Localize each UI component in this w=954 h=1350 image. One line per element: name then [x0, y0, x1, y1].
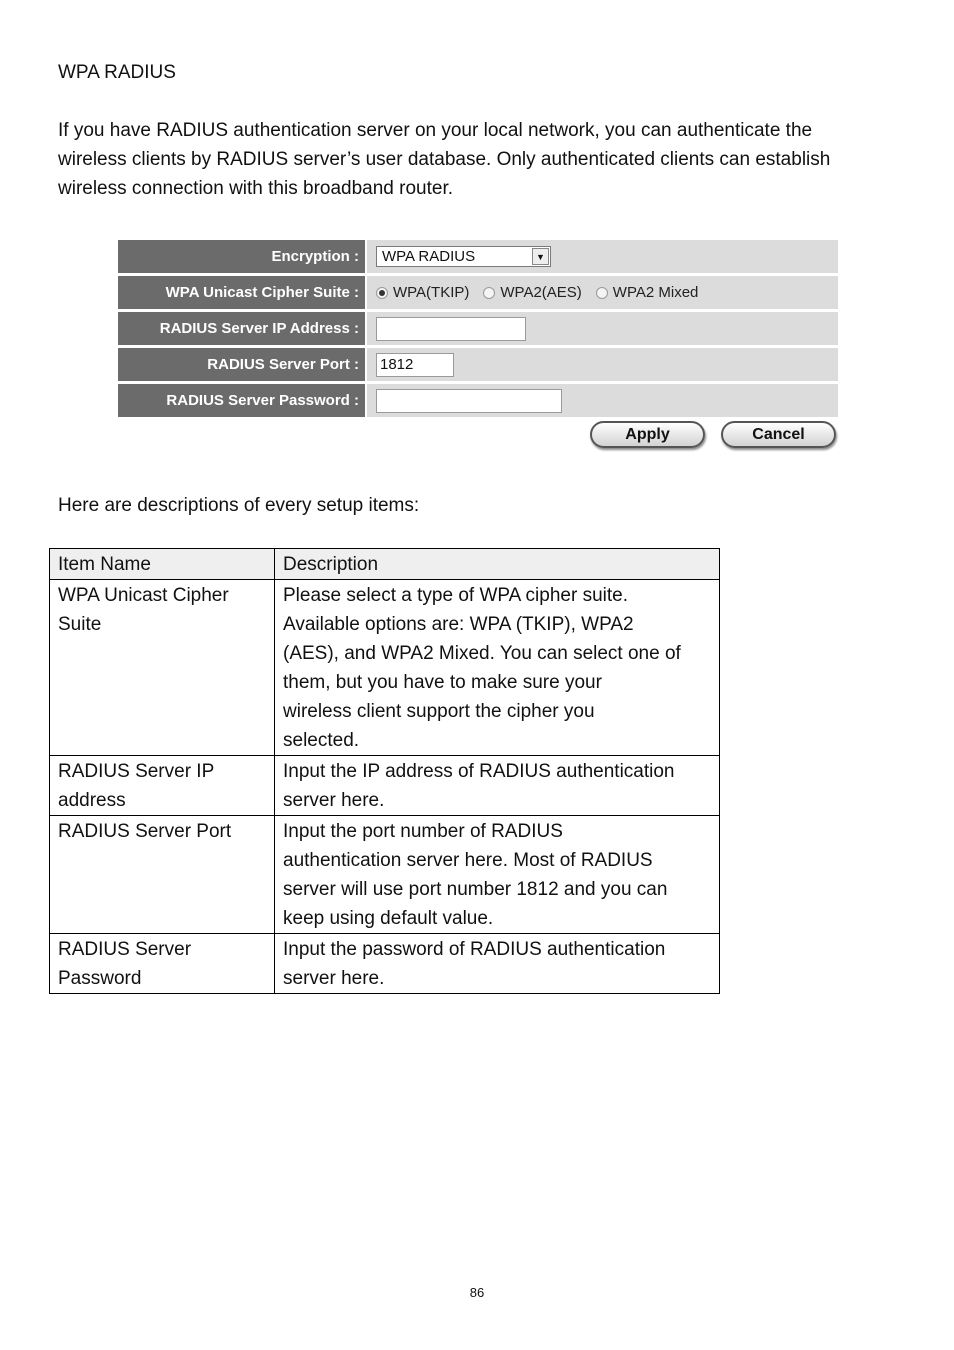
cell-line: server will use port number 1812 and you can — [283, 879, 668, 900]
cell-line: authentication server here. Most of RADIUS — [283, 850, 653, 871]
cipher-option-label: WPA(TKIP) — [393, 284, 470, 301]
table-row — [50, 756, 720, 816]
description-cell — [275, 756, 720, 816]
cipher-option-aes[interactable] — [483, 284, 581, 301]
button-row — [118, 421, 838, 448]
table-header-row — [50, 549, 720, 580]
cell-line: (AES), and WPA2 Mixed. You can select one of — [283, 643, 681, 664]
server-ip-row — [118, 312, 838, 345]
server-port-label: RADIUS Server Port : — [118, 348, 367, 381]
cell-line: keep using default value. — [283, 908, 494, 929]
radio-icon[interactable] — [483, 287, 495, 299]
item-name-cell — [50, 580, 275, 756]
header-item-name: Item Name — [50, 549, 275, 580]
encryption-label: Encryption : — [118, 240, 367, 273]
item-name-cell — [50, 934, 275, 994]
item-name-cell — [50, 816, 275, 934]
encryption-select-value: WPA RADIUS — [382, 248, 476, 265]
cell-line: RADIUS Server — [58, 939, 192, 960]
descriptions-intro: Here are descriptions of every setup items: — [58, 495, 420, 516]
chevron-down-icon[interactable]: ▼ — [532, 248, 549, 265]
cell-line: Input the IP address of RADIUS authentication — [283, 761, 675, 782]
encryption-row — [118, 240, 838, 273]
section-heading: WPA RADIUS — [58, 62, 176, 83]
item-name-cell — [50, 756, 275, 816]
description-cell — [275, 580, 720, 756]
table-row — [50, 580, 720, 756]
cell-line: wireless client support the cipher you — [283, 701, 595, 722]
table-row — [50, 934, 720, 994]
cipher-suite-row — [118, 276, 838, 309]
cell-line: Available options are: WPA (TKIP), WPA2 — [283, 614, 634, 635]
intro-line: If you have RADIUS authentication server on your local network, you can authenticate the — [58, 120, 813, 141]
cipher-option-tkip[interactable] — [376, 284, 469, 301]
server-password-row — [118, 384, 838, 417]
cell-line: address — [58, 790, 126, 811]
radio-selected-icon[interactable] — [376, 287, 388, 299]
table-row — [50, 816, 720, 934]
apply-button[interactable]: Apply — [590, 421, 705, 448]
cell-line: Input the port number of RADIUS — [283, 821, 563, 842]
intro-paragraph — [58, 116, 898, 203]
cipher-option-label: WPA2(AES) — [500, 284, 582, 301]
encryption-select[interactable] — [376, 246, 551, 267]
wpa-radius-settings-panel — [118, 240, 838, 448]
header-description: Description — [275, 549, 720, 580]
cell-line: server here. — [283, 790, 385, 811]
description-table — [49, 548, 720, 994]
cipher-suite-label: WPA Unicast Cipher Suite : — [118, 276, 367, 309]
cell-line: Password — [58, 968, 142, 989]
intro-line: wireless connection with this broadband router. — [58, 178, 454, 199]
description-cell — [275, 934, 720, 994]
cell-line: Input the password of RADIUS authentication — [283, 939, 666, 960]
cell-line: RADIUS Server Port — [58, 821, 232, 842]
cell-line: WPA Unicast Cipher — [58, 585, 229, 606]
cell-line: Suite — [58, 614, 102, 635]
cell-line: RADIUS Server IP — [58, 761, 215, 782]
description-cell — [275, 816, 720, 934]
radio-icon[interactable] — [596, 287, 608, 299]
intro-line: wireless clients by RADIUS server’s user database. Only authenticated clients can establish — [58, 149, 831, 170]
server-ip-label: RADIUS Server IP Address : — [118, 312, 367, 345]
cell-line: selected. — [283, 730, 360, 751]
server-port-input[interactable]: 1812 — [376, 353, 454, 377]
page-number: 86 — [469, 1285, 485, 1300]
cell-line: them, but you have to make sure your — [283, 672, 602, 693]
server-port-row — [118, 348, 838, 381]
cell-line: Please select a type of WPA cipher suite. — [283, 585, 628, 606]
server-ip-input[interactable] — [376, 317, 526, 341]
cipher-option-mixed[interactable] — [596, 284, 699, 301]
server-password-label: RADIUS Server Password : — [118, 384, 367, 417]
cipher-option-label: WPA2 Mixed — [612, 284, 699, 301]
server-password-input[interactable] — [376, 389, 562, 413]
cancel-button[interactable]: Cancel — [721, 421, 836, 448]
cell-line: server here. — [283, 968, 385, 989]
